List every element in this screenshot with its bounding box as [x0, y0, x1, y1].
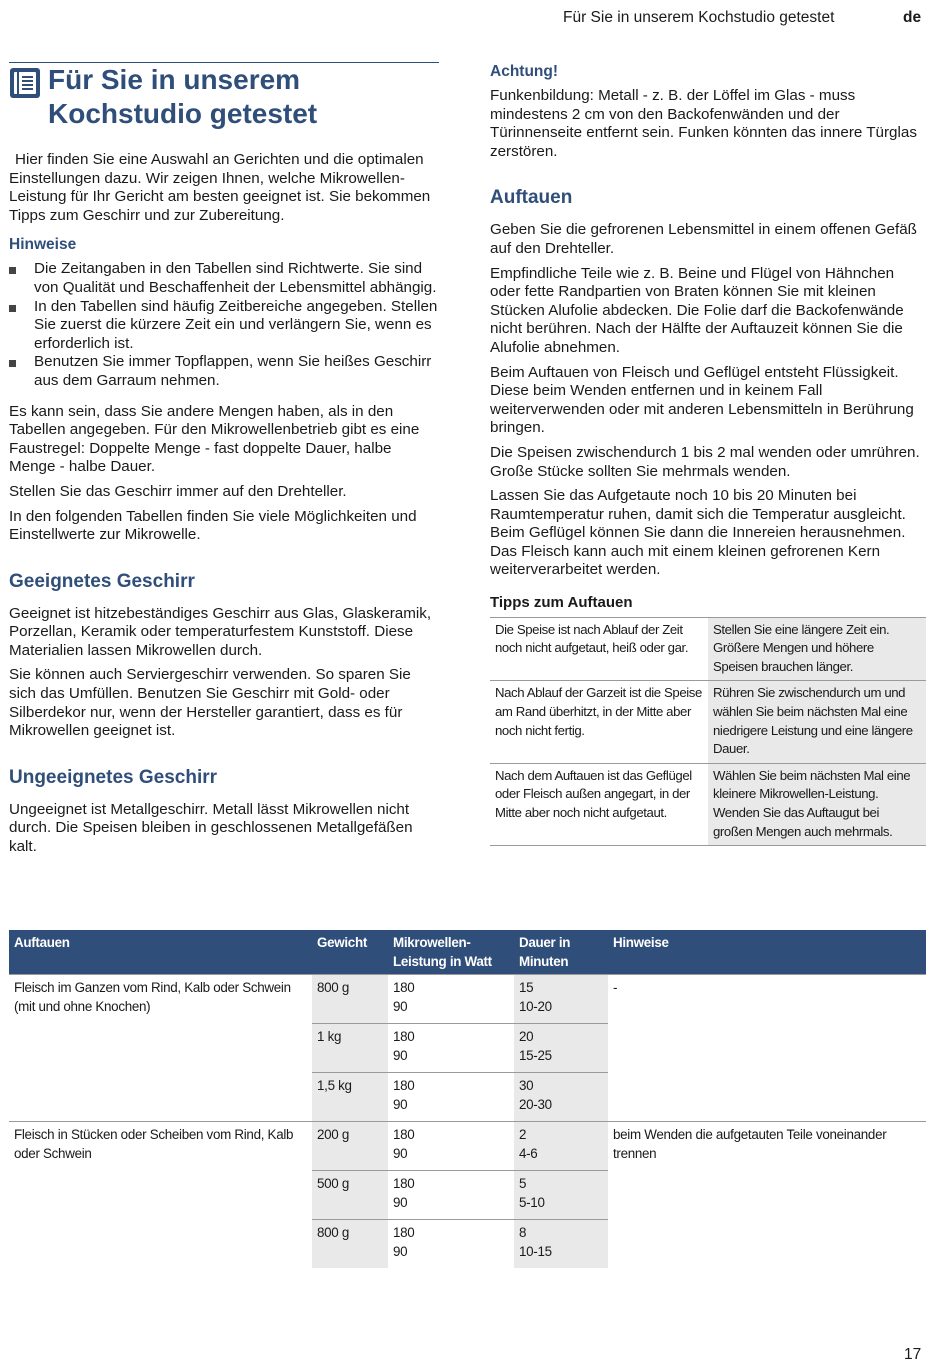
power-cell: 180 90	[388, 1220, 514, 1269]
language-tag: de	[903, 9, 922, 26]
power-cell: 180 90	[388, 1122, 514, 1171]
weight-cell: 200 g	[312, 1122, 388, 1171]
weight-cell: 800 g	[312, 975, 388, 1024]
body-paragraph: Ungeeignet ist Metallgeschirr. Metall lässt Mikrowellen nicht durch. Die Speisen bleiben in geschlossenen Metallgefäßen kalt.	[9, 800, 413, 856]
body-paragraph: Es kann sein, dass Sie andere Mengen haben, als in den Tabellen angegeben. Für den Mikrowellenbetrieb gibt es eine Faustregel: Doppelte Menge - fast doppelte Dauer, halbe Menge - halbe Dauer.	[9, 402, 420, 476]
time-cell: 8 10-15	[514, 1220, 608, 1269]
tipps-solution: Wählen Sie beim nächsten Mal eine kleinere Mikrowellen-Leistung. Wenden Sie das Auftaugut bei großen Mengen auch mehrmals.	[708, 763, 926, 845]
note-cell: beim Wenden die aufgetauten Teile voneinander trennen	[608, 1122, 926, 1269]
body-paragraph: Empfindliche Teile wie z. B. Beine und Flügel von Hähnchen oder fette Randpartien von Braten können Sie mit kleinen Stücken Alufolie abdecken. Die Folie darf die Backofenwände nicht berühren. Nach der Hälfte der Auftauzeit können Sie die Alufolie abnehmen.	[490, 264, 904, 356]
right-column	[490, 62, 926, 846]
column-header: Gewicht	[312, 930, 388, 975]
body-paragraph: In den folgenden Tabellen finden Sie viele Möglichkeiten und Einstellwerte zur Mikrowelle.	[9, 507, 417, 544]
power-cell: 180 90	[388, 975, 514, 1024]
tipps-heading: Tipps zum Auftauen	[490, 594, 633, 612]
list-item: In den Tabellen sind häufig Zeitbereiche angegeben. Stellen Sie zuerst die kürzere Zeit ein und verlängern Sie, wenn es erforderlich ist.	[9, 298, 439, 354]
note-cell: -	[608, 975, 926, 1122]
tipps-table	[490, 617, 926, 847]
section-title-block	[9, 62, 439, 135]
time-cell: 2 4-6	[514, 1122, 608, 1171]
list-item: Die Zeitangaben in den Tabellen sind Richtwerte. Sie sind von Qualität und Beschaffenheit der Lebensmittel abhängig.	[9, 260, 439, 297]
time-cell: 30 20-30	[514, 1073, 608, 1122]
column-header: Mikrowellen-Leistung in Watt	[388, 930, 514, 975]
weight-cell: 1 kg	[312, 1024, 388, 1073]
table-row	[490, 681, 926, 763]
power-cell: 180 90	[388, 1073, 514, 1122]
power-cell: 180 90	[388, 1171, 514, 1220]
body-paragraph: Die Speisen zwischendurch 1 bis 2 mal wenden oder umrühren. Große Stücke sollten Sie mehrmals wenden.	[490, 443, 920, 480]
tipps-solution: Stellen Sie eine längere Zeit ein. Größere Mengen und höhere Speisen brauchen länger.	[708, 617, 926, 681]
ungeeignet-heading: Ungeeignetes Geschirr	[9, 766, 218, 788]
column-header: Auftauen	[9, 930, 312, 975]
power-cell: 180 90	[388, 1024, 514, 1073]
time-cell: 20 15-25	[514, 1024, 608, 1073]
time-cell: 15 10-20	[514, 975, 608, 1024]
table-row	[490, 763, 926, 845]
tipps-solution: Rühren Sie zwischendurch um und wählen Sie beim nächsten Mal eine niedrigere Leistung und eine längere Dauer.	[708, 681, 926, 763]
intro-paragraph: Hier finden Sie eine Auswahl an Gerichten und die optimalen Einstellungen dazu. Wir zeigen Ihnen, welche Mikrowellen-Leistung für Ihr Gericht am besten geeignet ist. Sie bekommen Tipps zum Geschirr und zur Zubereitung.	[9, 151, 431, 224]
time-cell: 5 5-10	[514, 1171, 608, 1220]
geeignet-heading: Geeignetes Geschirr	[9, 570, 195, 592]
notebook-icon	[9, 67, 41, 99]
page-number: 17	[904, 1346, 922, 1363]
table-row	[9, 975, 926, 1024]
body-paragraph: Geben Sie die gefrorenen Lebensmittel in einem offenen Gefäß auf den Drehteller.	[490, 221, 917, 257]
hinweise-list	[9, 260, 439, 390]
body-paragraph: Lassen Sie das Aufgetaute noch 10 bis 20 Minuten bei Raumtemperatur ruhen, damit sich die Temperatur ausgleicht. Beim Geflügel können Sie dann die Innereien herausnehmen. Das Fleisch kann auch mit einem kleinen gefrorenen Kern weiterverarbeitet werden.	[490, 487, 906, 579]
list-item: Benutzen Sie immer Topflappen, wenn Sie heißes Geschirr aus dem Garraum nehmen.	[9, 353, 439, 390]
tipps-problem: Nach dem Auftauen ist das Geflügel oder Fleisch außen angegart, in der Mitte aber noch nicht aufgetaut.	[490, 763, 708, 845]
table-row	[9, 1122, 926, 1171]
tipps-problem: Die Speise ist nach Ablauf der Zeit noch nicht aufgetaut, heiß oder gar.	[490, 617, 708, 681]
hinweise-heading: Hinweise	[9, 236, 77, 254]
page-title: Für Sie in unserem Kochstudio getestet	[48, 64, 318, 129]
weight-cell: 1,5 kg	[312, 1073, 388, 1122]
auftauen-table	[9, 930, 926, 1268]
achtung-text: Funkenbildung: Metall - z. B. der Löffel im Glas - muss mindestens 2 cm von den Backofenwänden und der Türinnenseite entfernt sein. Funken könnten das innere Türglas zerstören.	[490, 87, 917, 160]
auftauen-heading: Auftauen	[490, 187, 573, 209]
body-paragraph: Stellen Sie das Geschirr immer auf den Drehteller.	[9, 482, 347, 500]
body-paragraph: Geeignet ist hitzebeständiges Geschirr aus Glas, Glaskeramik, Porzellan, Keramik oder temperaturfestem Kunststoff. Diese Materialien lassen Mikrowellen durch.	[9, 604, 432, 659]
weight-cell: 500 g	[312, 1171, 388, 1220]
food-cell: Fleisch im Ganzen vom Rind, Kalb oder Schwein (mit und ohne Knochen)	[9, 975, 312, 1122]
table-row	[490, 617, 926, 681]
weight-cell: 800 g	[312, 1220, 388, 1269]
column-header: Hinweise	[608, 930, 926, 975]
food-cell: Fleisch in Stücken oder Scheiben vom Rind, Kalb oder Schwein	[9, 1122, 312, 1269]
column-header: Dauer in Minuten	[514, 930, 608, 975]
left-column	[9, 62, 439, 863]
table-header-row	[9, 930, 926, 975]
body-paragraph: Beim Auftauen von Fleisch und Geflügel entsteht Flüssigkeit. Diese beim Wenden entfernen und in keinem Fall weiterverwenden oder mit anderen Lebensmitteln in Berührung bringen.	[490, 363, 914, 437]
achtung-heading: Achtung!	[490, 63, 559, 80]
body-paragraph: Sie können auch Serviergeschirr verwenden. So sparen Sie sich das Umfüllen. Benutzen Sie Geschirr mit Gold- oder Silberdekor nur, wenn der Hersteller garantiert, dass es für Mikrowellen geeignet ist.	[9, 666, 411, 740]
tipps-problem: Nach Ablauf der Garzeit ist die Speise am Rand überhitzt, in der Mitte aber noch nicht fertig.	[490, 681, 708, 763]
running-header-title: Für Sie in unserem Kochstudio getestet	[563, 9, 835, 26]
